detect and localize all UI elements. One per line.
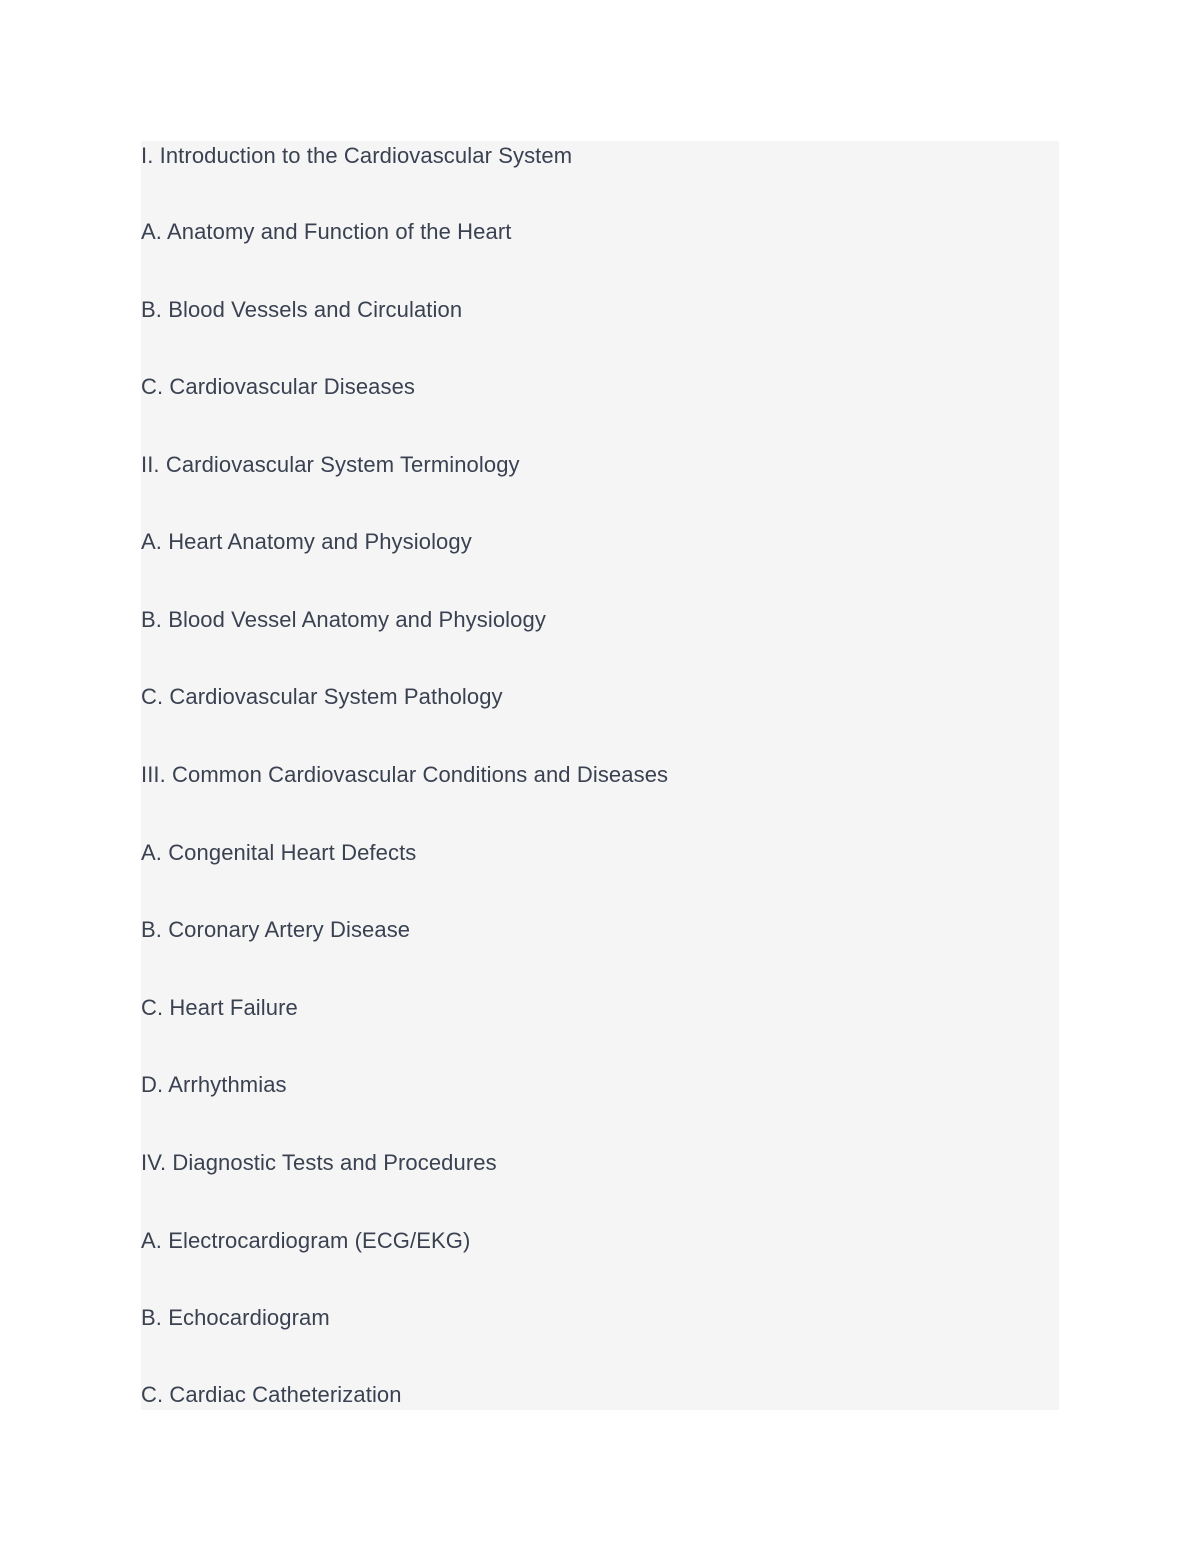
outline-item-iv-a: A. Electrocardiogram (ECG/EKG) <box>141 1228 471 1253</box>
outline-item-section-i: I. Introduction to the Cardiovascular System <box>141 143 573 168</box>
outline-item-iii-d: D. Arrhythmias <box>141 1072 287 1097</box>
outline-item-i-a: A. Anatomy and Function of the Heart <box>141 219 512 244</box>
outline-item-iii-b: B. Coronary Artery Disease <box>141 917 411 942</box>
outline-item-iii-a: A. Congenital Heart Defects <box>141 840 417 865</box>
outline-item-section-iv: IV. Diagnostic Tests and Procedures <box>141 1150 497 1175</box>
outline-item-ii-b: B. Blood Vessel Anatomy and Physiology <box>141 607 546 632</box>
outline-item-iv-c: C. Cardiac Catheterization <box>141 1382 402 1407</box>
outline-item-ii-c: C. Cardiovascular System Pathology <box>141 684 503 709</box>
outline-item-section-ii: II. Cardiovascular System Terminology <box>141 452 520 477</box>
outline-item-i-b: B. Blood Vessels and Circulation <box>141 297 463 322</box>
outline-item-section-iii: III. Common Cardiovascular Conditions and Diseases <box>141 762 669 787</box>
outline-item-iv-b: B. Echocardiogram <box>141 1305 330 1330</box>
outline-item-i-c: C. Cardiovascular Diseases <box>141 374 416 399</box>
outline-item-iii-c: C. Heart Failure <box>141 995 298 1020</box>
outline-block <box>141 141 1059 1410</box>
outline-item-ii-a: A. Heart Anatomy and Physiology <box>141 529 472 554</box>
